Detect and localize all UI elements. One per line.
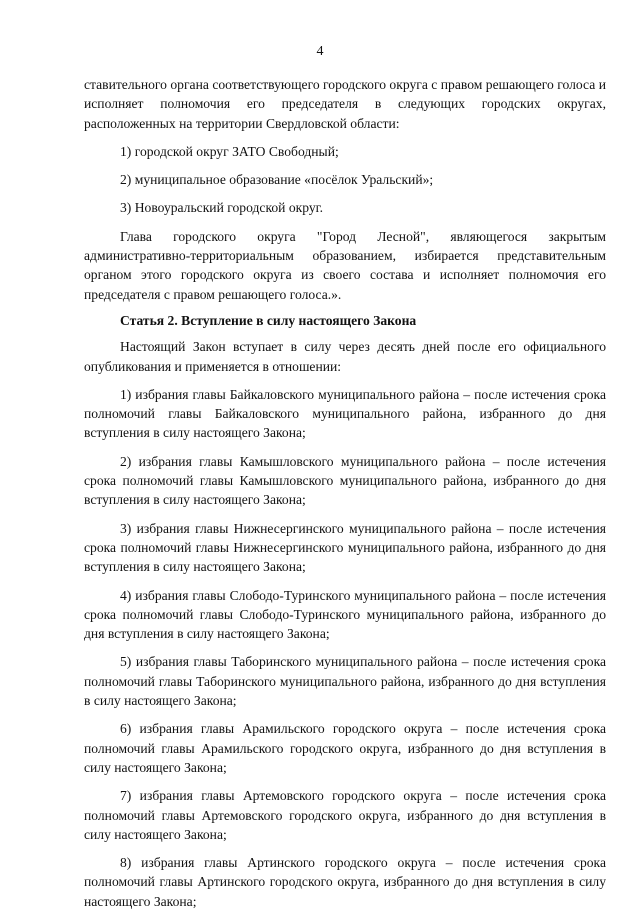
clause-5: 5) избрания главы Таборинского муниципального района – после истечения срока полномочий главы Таборинского муниципального района, избранного до дня вступления в силу настоящего Закона; <box>84 654 606 709</box>
article-heading: Статья 2. Вступление в силу настоящего Закона <box>120 312 417 328</box>
paragraph-entry-into-force: Настоящий Закон вступает в силу через десять дней после его официального опубликования и применяется в отношении: <box>84 339 606 374</box>
clause-6: 6) избрания главы Арамильского городского округа – после истечения срока полномочий главы Арамильского городского округа, избранного до дня вступления в силу настоящего Закона; <box>84 721 606 775</box>
clause-4: 4) избрания главы Слободо-Туринского муниципального района – после истечения срока полномочий главы Слободо-Туринского муниципального района, избранного до дня вступления в силу настоящего Закона; <box>84 587 606 642</box>
list-item-1: 1) городской округ ЗАТО Свободный; <box>120 143 339 159</box>
clause-3: 3) избрания главы Нижнесергинского муниципального района – после истечения срока полномочий главы Нижнесергинского муниципального района, избранного до дня вступления в силу настоящего Закона; <box>84 520 606 575</box>
document-body <box>84 75 606 911</box>
paragraph-continuation: ставительного органа соответствующего городского округа с правом решающего голоса и исполняет полномочия его председателя в следующих городских округах, расположенных на территории Свердловской области: <box>84 77 606 131</box>
clause-7: 7) избрания главы Артемовского городского округа – после истечения срока полномочий главы Артемовского городского округа, избранного до дня вступления в силу настоящего Закона; <box>84 788 606 842</box>
list-item-3: 3) Новоуральский городской округ. <box>120 200 324 216</box>
list-item-2: 2) муниципальное образование «посёлок Уральский»; <box>120 172 434 188</box>
clause-1: 1) избрания главы Байкаловского муниципального района – после истечения срока полномочий главы Байкаловского муниципального района, избранного до дня вступления в силу настоящего Закона; <box>84 386 606 441</box>
page-number: 4 <box>316 44 324 59</box>
clause-2: 2) избрания главы Камышловского муниципального района – после истечения срока полномочий главы Камышловского муниципального района, избранного до дня вступления в силу настоящего Закона; <box>84 453 606 508</box>
clause-8: 8) избрания главы Артинского городского округа – после истечения срока полномочий главы Артинского городского округа, избранного до дня вступления в силу настоящего Закона; <box>84 855 606 909</box>
paragraph-lesnoy: Глава городского округа "Город Лесной", являющегося закрытым административно-территориальным образованием, избирается представительным органом этого городского округа из своего состава и исполняет полномочия его председателя с правом решающего голоса.». <box>84 228 606 302</box>
